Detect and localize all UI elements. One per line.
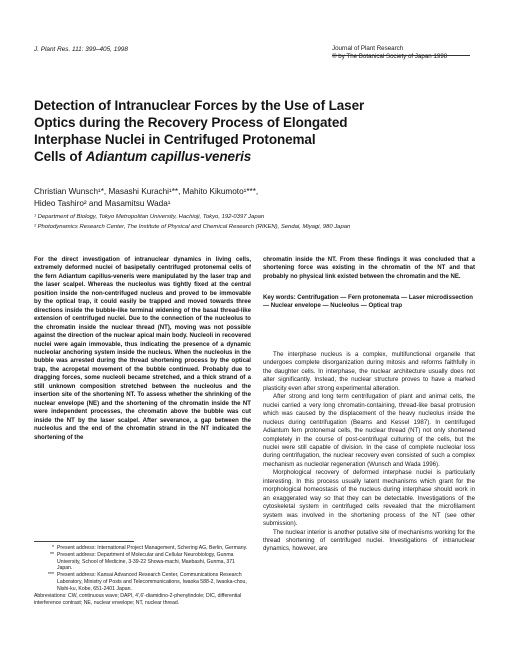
introduction-body xyxy=(263,351,475,554)
title-line-4 xyxy=(34,148,474,165)
affiliation-1: ¹ Department of Biology, Tokyo Metropolitan University, Hachioji, Tokyo, 192-0397 Japan xyxy=(34,214,265,220)
footnote-3 xyxy=(34,572,251,592)
journal-copyright: © by The Botanical Society of Japan 1998 xyxy=(332,53,448,60)
body-paragraph-2: After strong and long term centrifugation of plant and animal cells, the nuclei carried a very long chromatin-containing, thread-like basal protrusion which was caused by the displacement of the heavy nucleolus inside the nucleus during centrifugation (Beams and Kessel 1987). In centrifuged Adiantum fern protonemal cells, the nuclear thread (NT) not only shortened completely in the course of post-centrifugal culturing of the cells, but the nuclei were still capable of division. In the case of complete nucleolar loss during centrifugation, the nuclear recovery even consisted of such a complex mechanism as nucleolar regeneration (Wunsch and Wada 1996). xyxy=(263,393,475,468)
author-line-1: Christian Wunsch¹*, Masashi Kurachi¹**, Mahito Kikumoto¹***, xyxy=(34,187,259,196)
footnote-3-text: Present address: Kansai Advanced Research Center, Communications Research Laboratory, Ministry of Posts and Telecommunications, Iwaoka 588-2, Iwaoka-chou, Nishi-ku, Kobe, 651-2401 Japan. xyxy=(57,572,247,592)
body-paragraph-4: The nuclear interior is another putative site of mechanisms working for the thread shortening of centrifuged nuclei. Investigations of intranuclear dynamics, however, are xyxy=(263,528,475,553)
title-line-1: Detection of Intranuclear Forces by the Use of Laser xyxy=(34,98,365,113)
abstract-column-2: chromatin inside the NT. From these findings it was concluded that a shortening force was existing in the chromatin of the NT and that probably no physical link existed between the chromatin and the NE. xyxy=(263,257,475,280)
footnote-1-text: Present address: International Project Management, Schering AG, Berlin, Germany. xyxy=(57,545,248,551)
footnote-2 xyxy=(34,552,251,572)
body-paragraph-1: The interphase nucleus is a complex, multifunctional organelle that undergoes complete disorganization during mitosis and reforms faithfully in the daughter cells. In interphase, the nuclear architecture usually does not alter significantly. Instead, the nuclear structure proves to have a marked plasticity even after strong experimental alteration. xyxy=(263,351,475,392)
footnote-1 xyxy=(34,545,251,552)
title-species-name: Adiantum capillus-veneris xyxy=(85,149,252,164)
keywords-text: Centrifugation — Fern protonemata — Laser microdissection — Nuclear envelope — Nucleolus — Optical trap xyxy=(263,295,474,310)
title-line-3: Interphase Nuclei in Centrifuged Protonemal xyxy=(34,132,316,147)
affiliation-2: ² Photodynamics Research Center, The Institute of Physical and Chemical Research (RIKEN), Sendai, Miyagi, 980 Japan xyxy=(34,224,351,230)
title-line-4-plain: Cells of xyxy=(34,149,86,164)
journal-name: Journal of Plant Research xyxy=(332,45,404,52)
running-header-citation: J. Plant Res. 111: 399–405, 1998 xyxy=(34,46,128,53)
header-rule xyxy=(332,55,470,56)
article-title xyxy=(34,97,474,165)
affiliations xyxy=(34,212,350,232)
footnote-3-mark: *** xyxy=(47,572,54,578)
running-header-journal xyxy=(332,45,447,61)
footnote-rule xyxy=(34,541,134,542)
footnote-2-mark: ** xyxy=(49,551,54,558)
footnote-1-mark: * xyxy=(51,545,54,551)
title-line-2: Optics during the Recovery Process of Elongated xyxy=(34,115,348,130)
abstract-column-1: For the direct investigation of intranuclear dynamics in living cells, extremely deformed nuclei of basipetally centrifuged protonemal cells of the fern Adiantum capillus-veneris were manipulated by the laser trap and the laser scalpel. Whereas the nucleolus was tightly fixed at the central position inside the non-centrifuged nucleus and proved to be immovable by the optical trap, it could easily be trapped and moved towards three directions inside the bubble-like terminal widening of the basal thread-like extension of centrifuged nuclei. Due to the connection of the nucleolus to the chromatin inside the nuclear thread (NT), moving was not possible against the direction of the nuclear apical main body. Nucleoli in recovered nuclei were again immovable, thus indicating the presence of a dynamic nucleolar anchoring system inside the nucleus. When the nucleolus in the bubble was arrested during the thread shortening process by the optical trap, the acropetal movement of the bubble continued. Probably due to dragging forces, some nucleoli became stretched, and a thick strand of a still unknown composition stretched between the nucleolus and the insertion site of the shortening NT. To assess whether the shrinking of the nuclear envelope (NE) and the shortening of the chromatin inside the NT were independent processes, the chromatin above the bubble was cut inside the NT by the laser scalpel. After severance, a gap between the nucleolus and the end of the chromatin strand in the NT indicated the shortening of the xyxy=(34,257,251,441)
footnotes xyxy=(34,545,251,607)
author-line-2: Hideo Tashiro² and Masamitsu Wada¹ xyxy=(34,199,171,208)
keywords xyxy=(263,294,475,311)
keywords-label: Key words: xyxy=(263,295,296,301)
footnote-2-text: Present address: Department of Molecular and Cellular Neurobiology, Gunma University, School of Medicine, 3-39-22 Showa-machi, Maebashi, Gunma, 371 Japan. xyxy=(57,551,235,572)
author-list xyxy=(34,186,258,210)
abbreviations: Abbreviations: CW, continuous wave; DAPI, 4',6'-diamidino-2-phenylindole; DIC, differential interference contrast; NE, nuclear envelope; NT, nuclear thread. xyxy=(34,593,242,606)
body-paragraph-3: Morphological recovery of deformed interphase nuclei is particularly interesting. In this process usually latent mechanisms which grant for the morphological homeostasis of the nucleus during interphase should work in an exaggerated way so that they can be detectable. Investigations of the cytoskeletal system in centrifuged cells revealed that the microfilament system was involved in the shortening process of the NT (see other submission). xyxy=(263,469,475,528)
